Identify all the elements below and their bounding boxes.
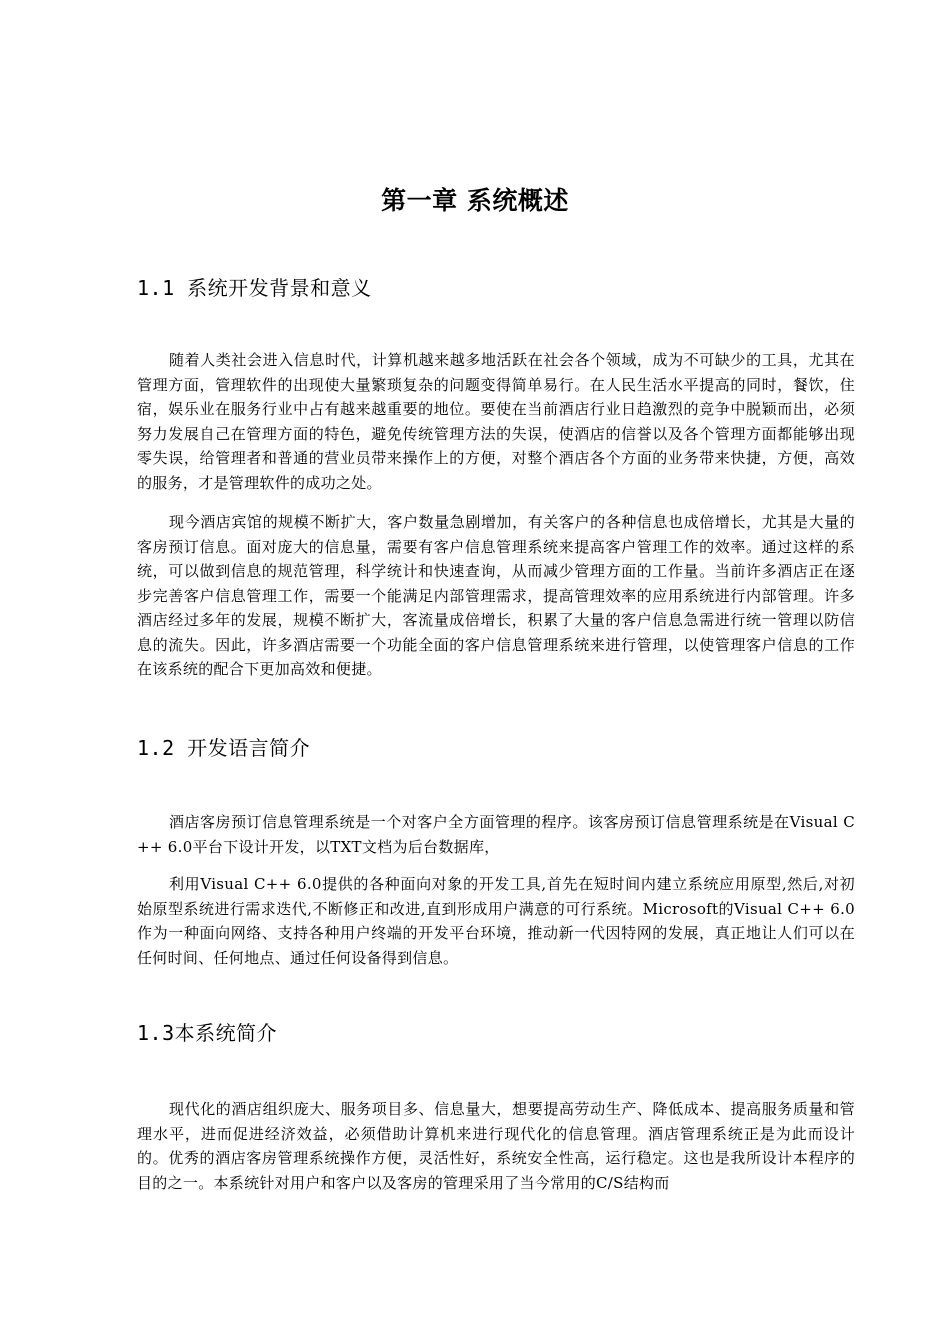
paragraph-language-2: 利用Visual C++ 6.0提供的各种面向对象的开发工具,首先在短时间内建立系统应用原型,然后,对初始原型系统进行需求迭代,不断修正和改进,直到形成用户满意的可行系统。Microsoft的Visual C++ 6.0作为一种面向网络、支持各种用户终端的开发平台环境，推动新一代因特网的发展，真正地让人们可以在任何时间、任何地点、通过任何设备得到信息。 — [137, 875, 855, 967]
paragraph-background-2: 现今酒店宾馆的规模不断扩大，客户数量急剧增加，有关客户的各种信息也成倍增长，尤其是大量的客房预订信息。面对庞大的信息量，需要有客户信息管理系统来提高客户管理工作的效率。通过这样的系统，可以做到信息的规范管理，科学统计和快速查询，从而减少管理方面的工作量。当前许多酒店正在逐步完善客户信息管理工作，需要一个能满足内部管理需求，提高管理效率的应用系统进行内部管理。许多酒店经过多年的发展，规模不断扩大，客流量成倍增长，积累了大量的客户信息急需进行统一管理以防信息的流失。因此，许多酒店需要一个功能全面的客户信息管理系统来进行管理，以使管理客户信息的工作在该系统的配合下更加高效和便捷。 — [137, 513, 855, 678]
section-title-1-1: 1.1 系统开发背景和意义 — [137, 276, 372, 300]
section-title-1-2: 1.2 开发语言简介 — [137, 736, 311, 760]
paragraph-system-intro-1: 现代化的酒店组织庞大、服务项目多、信息量大，想要提高劳动生产、降低成本、提高服务质量和管理水平，进而促进经济效益，必须借助计算机来进行现代化的信息管理。酒店管理系统正是为此而设计的。优秀的酒店客房管理系统操作方便，灵活性好，系统安全性高，运行稳定。这也是我所设计本程序的目的之一。本系统针对用户和客户以及客房的管理采用了当今常用的C/S结构而 — [137, 1100, 855, 1192]
paragraph-language-1: 酒店客房预订信息管理系统是一个对客户全方面管理的程序。该客房预订信息管理系统是在Visual C++ 6.0平台下设计开发，以TXT文档为后台数据库， — [137, 813, 855, 856]
chapter-title: 第一章 系统概述 — [381, 186, 569, 215]
paragraph-background-1: 随着人类社会进入信息时代，计算机越来越多地活跃在社会各个领域，成为不可缺少的工具，尤其在管理方面，管理软件的出现使大量繁琐复杂的问题变得简单易行。在人民生活水平提高的同时，餐饮，住宿，娱乐业在服务行业中占有越来越重要的地位。要使在当前酒店行业日趋激烈的竞争中脱颖而出，必须努力发展自己在管理方面的特色，避免传统管理方法的失误，使酒店的信誉以及各个管理方面都能够出现零失误，给管理者和普通的营业员带来操作上的方便，对整个酒店各个方面的业务带来快捷，方便，高效的服务，才是管理软件的成功之处。 — [137, 351, 855, 492]
section-title-1-3: 1.3本系统简介 — [137, 1021, 278, 1045]
